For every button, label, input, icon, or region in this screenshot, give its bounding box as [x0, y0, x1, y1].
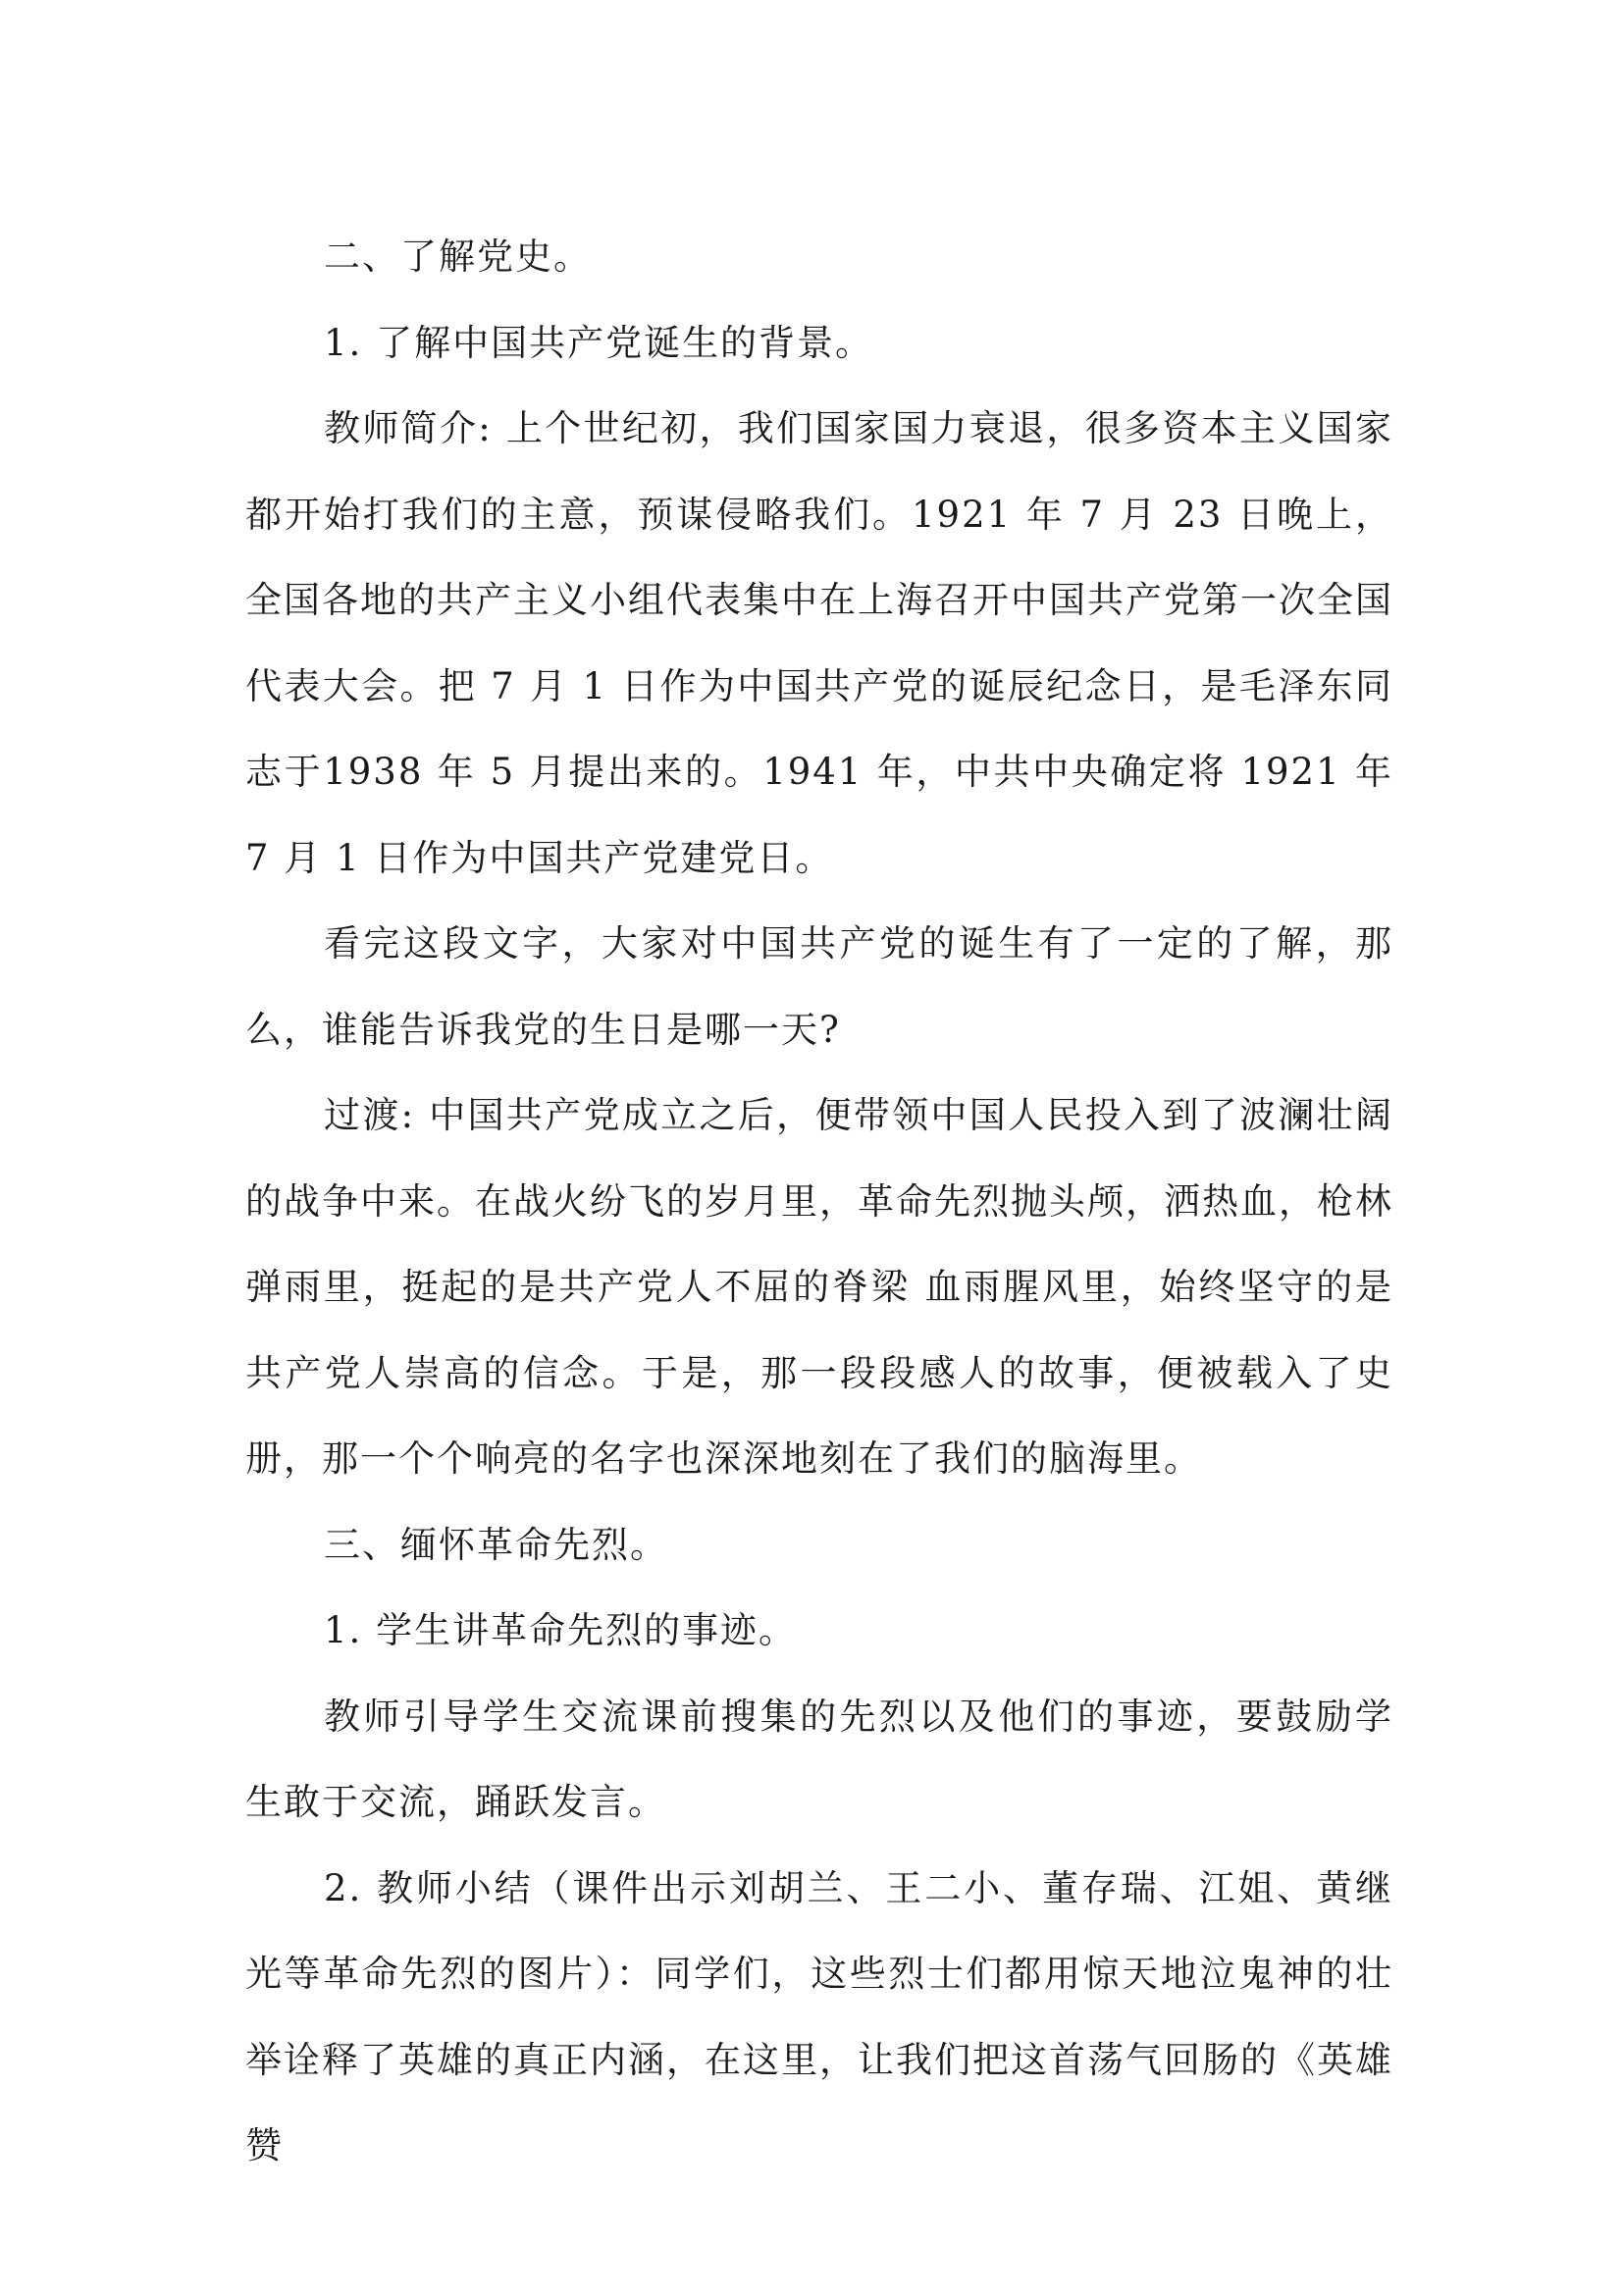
paragraph-question-party-birthday: 看完这段文字，大家对中国共产党的诞生有了一定的了解，那么，谁能告诉我党的生日是哪一天? — [245, 922, 1393, 1051]
paragraph-teacher-guidance: 教师引导学生交流课前搜集的先烈以及他们的事迹，要鼓励学生敢于交流，踊跃发言。 — [245, 1695, 1393, 1823]
heading-remember-martyrs: 三、缅怀革命先烈。 — [324, 1523, 668, 1566]
subheading-students-tell-stories: 1. 学生讲革命先烈的事迹。 — [324, 1609, 798, 1651]
paragraph-transition: 过渡: 中国共产党成立之后，便带领中国人民投入到了波澜壮阔的战争中来。在战火纷飞的岁月里，革命先烈抛头颅，洒热血，枪林弹雨里，挺起的是共产党人不屈的脊梁 血雨腥风里，始终坚守的是共产党人崇高的信念。于是，那一段段感人的故事，便被载入了史册，那一个个响亮的名字也深深地刻在了我们的脑海里。 — [245, 1094, 1393, 1480]
document-page — [245, 214, 1393, 2189]
subheading-party-birth-background: 1. 了解中国共产党诞生的背景。 — [324, 321, 874, 364]
paragraph-teacher-introduction: 教师简介: 上个世纪初，我们国家国力衰退，很多资本主义国家都开始打我们的主意，预谋侵略我们。1921 年 7 月 23 日晚上，全国各地的共产主义小组代表集中在上海召开中国共产党第一次全国代表大会。把 7 月 1 日作为中国共产党的诞辰纪念日，是毛泽东同志于1938 年 5 月提出来的。1941 年，中共中央确定将 1921 年 7 月 1 日作为中国共产党建党日。 — [245, 407, 1393, 879]
heading-learn-party-history: 二、了解党史。 — [324, 235, 592, 278]
paragraph-teacher-summary: 2. 教师小结（课件出示刘胡兰、王二小、董存瑞、江姐、黄继光等革命先烈的图片）：同学们，这些烈士们都用惊天地泣鬼神的壮举诠释了英雄的真正内涵，在这里，让我们把这首荡气回肠的《英雄赞 — [245, 1866, 1393, 2166]
